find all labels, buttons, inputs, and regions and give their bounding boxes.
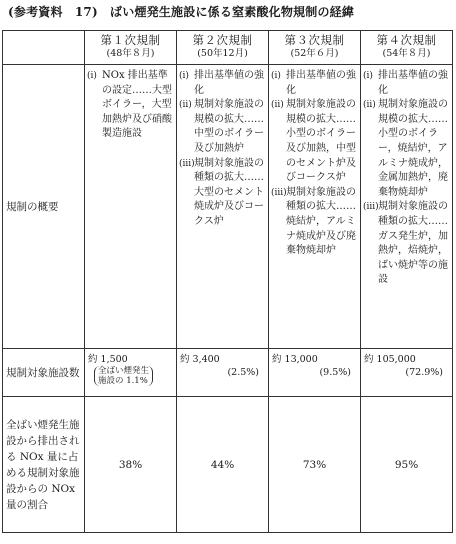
count-label: 規制対象施設数 bbox=[3, 349, 85, 397]
overview-item bbox=[179, 157, 266, 230]
overview-cell-3 bbox=[269, 65, 361, 349]
header-corner bbox=[3, 31, 85, 65]
count-percent: (9.5%) bbox=[319, 367, 351, 378]
item-text: 規制対象施設の種類の拡大……ガス発生炉，加熱炉，焙焼炉，ばい焼炉等の施設 bbox=[378, 201, 448, 286]
share-cell-2: 44% bbox=[177, 397, 269, 533]
header-phase-3 bbox=[269, 31, 361, 65]
share-cell-3: 73% bbox=[269, 397, 361, 533]
count-note-line-1: 全ばい煙発生 bbox=[98, 366, 150, 376]
item-number: (i) bbox=[179, 71, 189, 81]
overview-cell-4 bbox=[361, 65, 453, 349]
phase-name: 第２次規制 bbox=[192, 33, 253, 47]
item-number: (ii) bbox=[363, 100, 376, 111]
item-number: (i) bbox=[87, 71, 97, 81]
overview-item bbox=[179, 98, 266, 156]
overview-item bbox=[179, 69, 266, 98]
phase-date: (54年８月) bbox=[382, 48, 431, 59]
count-percent: (2.5%) bbox=[227, 367, 259, 378]
overview-item bbox=[363, 69, 450, 98]
count-cell-3 bbox=[269, 349, 361, 397]
count-percent: (72.9%) bbox=[405, 367, 443, 378]
phase-date: (52年６月) bbox=[290, 48, 339, 59]
item-number: (iii) bbox=[179, 158, 195, 169]
item-text: 規制対象施設の種類の拡大……焼結炉，アルミナ焼成炉及び廃棄物焼却炉 bbox=[286, 186, 356, 257]
phase-name: 第１次規制 bbox=[100, 33, 161, 47]
item-text: 規制対象施設の規模の拡大……小型のボイラー，焼結炉，アルミナ焼成炉，金属加熱炉，廃棄物焼却炉 bbox=[378, 99, 448, 198]
item-number: (ii) bbox=[179, 100, 192, 111]
item-text: 規制対象施設の規模の拡大……中型のボイラー及び加熱炉 bbox=[194, 99, 264, 154]
item-text: NOx 排出基準の設定……大型ボイラー，大型加熱炉及び硝酸製造施設 bbox=[102, 70, 172, 140]
phase-date: (50年12月) bbox=[197, 48, 248, 59]
overview-row bbox=[3, 65, 453, 349]
item-text: 排出基準値の強化 bbox=[378, 70, 448, 96]
count-note bbox=[94, 366, 153, 386]
count-cell-1 bbox=[85, 349, 177, 397]
header-phase-2 bbox=[177, 31, 269, 65]
overview-item bbox=[363, 200, 450, 288]
overview-item bbox=[87, 69, 174, 142]
count-row bbox=[3, 349, 453, 397]
item-number: (iii) bbox=[271, 187, 287, 198]
item-number: (i) bbox=[271, 71, 281, 81]
phase-name: 第３次規制 bbox=[284, 33, 345, 47]
count-value: 約 13,000 bbox=[272, 354, 318, 365]
overview-cell-1 bbox=[85, 65, 177, 349]
item-text: 規制対象施設の規模の拡大……小型のボイラー及び加熱，中型のセメント炉及びコークス炉 bbox=[286, 99, 356, 184]
overview-item bbox=[271, 98, 358, 186]
overview-item bbox=[271, 186, 358, 259]
header-phase-4 bbox=[361, 31, 453, 65]
share-row bbox=[3, 397, 453, 533]
overview-label: 規制の概要 bbox=[3, 65, 85, 349]
count-value: 約 1,500 bbox=[88, 354, 128, 365]
item-text: 規制対象施設の種類の拡大……大型のセメント焼成炉及びコークス炉 bbox=[194, 157, 264, 227]
regulation-history-table bbox=[2, 30, 453, 533]
phase-date: (48年８月) bbox=[106, 48, 155, 59]
item-number: (i) bbox=[363, 71, 373, 81]
item-number: (iii) bbox=[363, 202, 379, 213]
phase-name: 第４次規制 bbox=[376, 33, 437, 47]
item-text: 排出基準値の強化 bbox=[286, 70, 356, 96]
count-cell-4 bbox=[361, 349, 453, 397]
item-text: 排出基準値の強化 bbox=[194, 70, 264, 96]
overview-cell-2 bbox=[177, 65, 269, 349]
overview-item bbox=[271, 69, 358, 98]
overview-item bbox=[363, 98, 450, 200]
document-title: (参考資料 17) ばい煙発生施設に係る窒素酸化物規制の経緯 bbox=[8, 5, 355, 19]
header-row bbox=[3, 31, 453, 65]
header-phase-1 bbox=[85, 31, 177, 65]
count-cell-2 bbox=[177, 349, 269, 397]
count-note-line-2: 施設の 1.1% bbox=[98, 376, 148, 386]
share-cell-4: 95% bbox=[361, 397, 453, 533]
count-value: 約 105,000 bbox=[364, 354, 416, 365]
share-cell-1: 38% bbox=[85, 397, 177, 533]
share-label: 全ばい煙発生施設から排出される NOx 量に占める規制対象施設からの NOx 量の割合 bbox=[3, 397, 85, 533]
count-value: 約 3,400 bbox=[180, 354, 220, 365]
item-number: (ii) bbox=[271, 100, 284, 111]
